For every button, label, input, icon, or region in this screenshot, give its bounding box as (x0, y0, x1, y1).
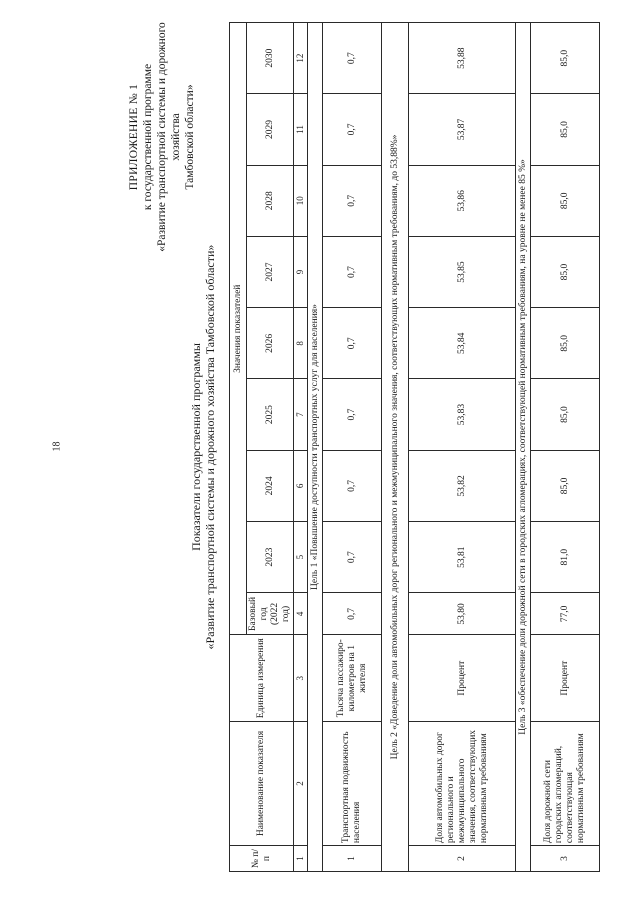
header-row-1 (230, 23, 247, 872)
row-num: 1 (323, 846, 382, 872)
header-unit: Единица измерения (230, 635, 294, 721)
table-row (531, 23, 600, 872)
row-value: 0,7 (323, 593, 382, 635)
header-year: 2030 (247, 23, 294, 94)
row-value: 85,0 (531, 236, 600, 307)
row-value: 53,85 (409, 236, 516, 307)
header-year: 2026 (247, 308, 294, 379)
row-value: 85,0 (531, 23, 600, 94)
row-name: Доля дорожной сети городских агломераций, соответствующая нормативным требованиям (531, 721, 600, 845)
row-value: 53,83 (409, 379, 516, 450)
row-value: 0,7 (323, 522, 382, 593)
header-year: 2027 (247, 236, 294, 307)
column-index: 9 (294, 236, 308, 307)
goal-row (308, 23, 323, 872)
header-year: 2029 (247, 94, 294, 165)
row-value: 53,80 (409, 593, 516, 635)
header-num: № п/п (230, 846, 294, 872)
appendix-line-3: «Развитие транспортной системы и дорожного хозяйства (156, 22, 182, 252)
column-index-row (294, 23, 308, 872)
header-name: Наименование показателя (230, 721, 294, 845)
row-value: 85,0 (531, 379, 600, 450)
row-unit: Процент (531, 635, 600, 721)
row-value: 0,7 (323, 308, 382, 379)
row-num: 3 (531, 846, 600, 872)
header-year: 2024 (247, 450, 294, 521)
column-index: 1 (294, 846, 308, 872)
header-year: 2025 (247, 379, 294, 450)
title-line-1: Показатели государственной программы (189, 343, 203, 551)
goal-3: Цель 3 «обеспечение доли дорожной сети в городских агломерациях, соответствующей нормативным требованиям, на уровне не менее 85 %» (516, 23, 531, 872)
goal-row (516, 23, 531, 872)
row-value: 53,87 (409, 94, 516, 165)
row-unit: Процент (409, 635, 516, 721)
table-row (409, 23, 516, 872)
row-value: 0,7 (323, 165, 382, 236)
row-value: 85,0 (531, 308, 600, 379)
row-value: 0,7 (323, 379, 382, 450)
appendix-block (127, 22, 197, 252)
column-index: 2 (294, 721, 308, 845)
row-value: 53,81 (409, 522, 516, 593)
row-value: 77,0 (531, 593, 600, 635)
goal-2: Цель 2 «Доведение доли автомобильных дорог регионального и межмуниципального значения, соответствующих нормативным требованиям, до 53,88%» (382, 23, 409, 872)
column-index: 10 (294, 165, 308, 236)
table-row (323, 23, 382, 872)
appendix-line-2: к государственной программе (142, 63, 154, 211)
row-value: 0,7 (323, 236, 382, 307)
row-value: 81,0 (531, 522, 600, 593)
row-value: 53,84 (409, 308, 516, 379)
goal-1: Цель 1 «Повышение доступности транспортных услуг для населения» (308, 23, 323, 872)
column-index: 7 (294, 379, 308, 450)
title-line-2: «Развитие транспортной системы и дорожного хозяйства Тамбовской области» (203, 244, 217, 650)
goal-row (382, 23, 409, 872)
row-value: 85,0 (531, 94, 600, 165)
rotated-document-page (127, 22, 586, 872)
column-index: 4 (294, 593, 308, 635)
column-index: 8 (294, 308, 308, 379)
row-value: 0,7 (323, 94, 382, 165)
header-year: 2028 (247, 165, 294, 236)
row-name: Транспортная подвижность населения (323, 721, 382, 845)
row-value: 53,86 (409, 165, 516, 236)
column-index: 6 (294, 450, 308, 521)
column-index: 11 (294, 94, 308, 165)
column-index: 5 (294, 522, 308, 593)
document-title (189, 22, 217, 872)
row-value: 85,0 (531, 165, 600, 236)
header-year: 2023 (247, 522, 294, 593)
page-number: 18 (51, 441, 63, 452)
row-num: 2 (409, 846, 516, 872)
row-value: 0,7 (323, 450, 382, 521)
header-values-group: Значения показателей (230, 23, 247, 636)
appendix-line-4: Тамбовской области» (184, 84, 196, 190)
indicators-table (229, 22, 600, 872)
row-name: Доля автомобильных дорог регионального и межмуниципального значения, соответствующих нормативным требованиям (409, 721, 516, 845)
row-value: 53,88 (409, 23, 516, 94)
row-value: 85,0 (531, 450, 600, 521)
column-index: 12 (294, 23, 308, 94)
header-base-year: Базовый год (2022 год) (247, 593, 294, 635)
column-index: 3 (294, 635, 308, 721)
row-value: 53,82 (409, 450, 516, 521)
appendix-label: ПРИЛОЖЕНИЕ № 1 (128, 83, 140, 191)
row-value: 0,7 (323, 23, 382, 94)
row-unit: Тысяча пассажиро-километров на 1 жителя (323, 635, 382, 721)
